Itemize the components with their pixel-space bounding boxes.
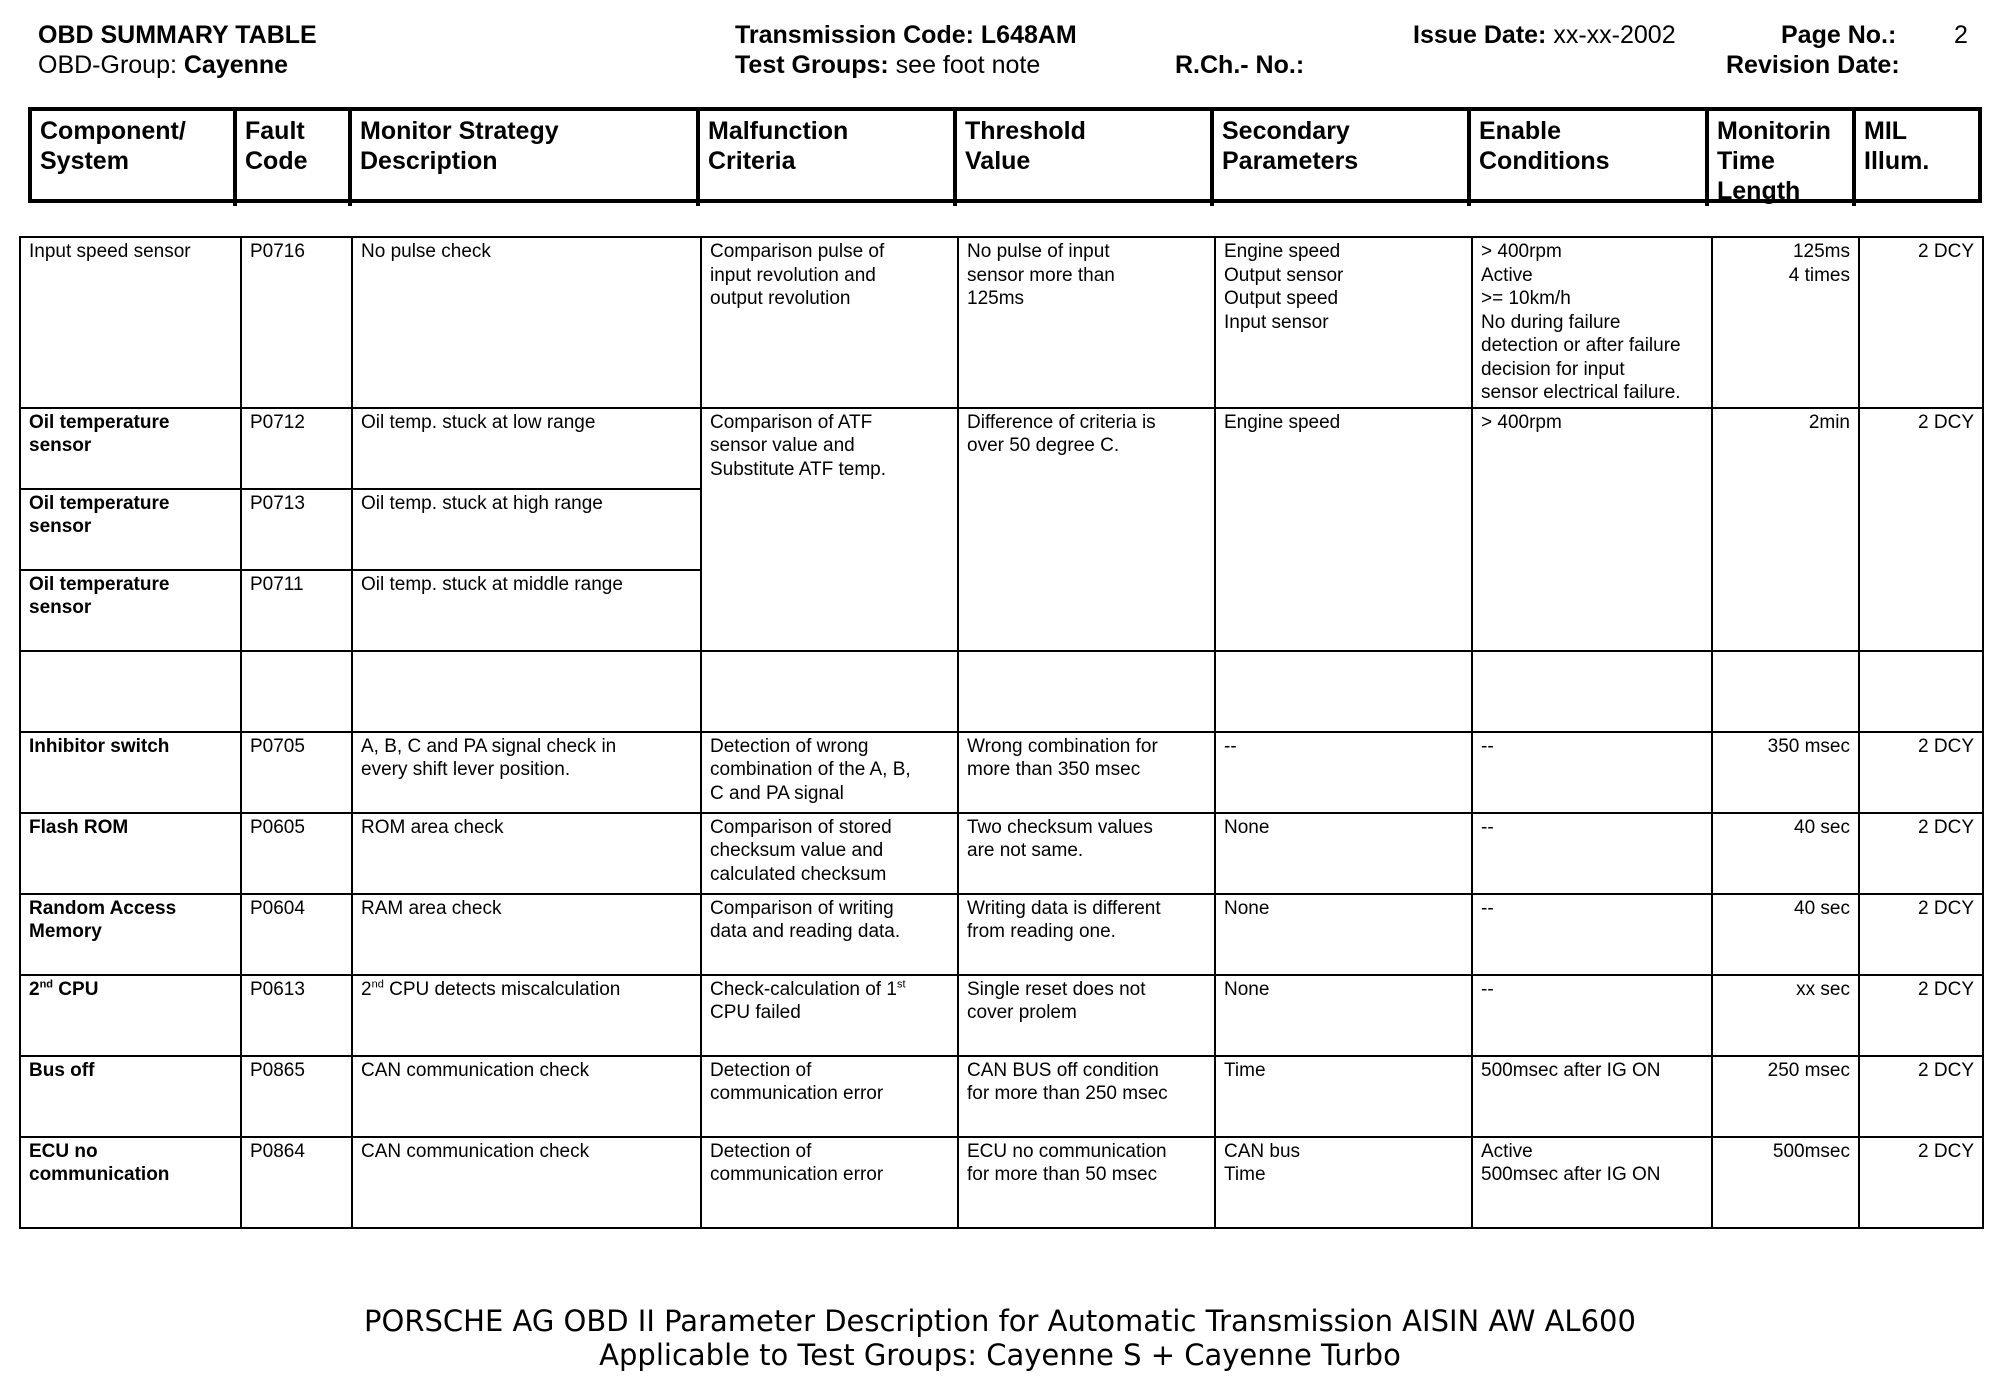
cell-component: Inhibitor switch	[20, 732, 241, 813]
col-header-fault-code: Fault Code	[237, 111, 352, 206]
cell-time: 350 msec	[1712, 732, 1859, 813]
obd-group-value: Cayenne	[183, 51, 289, 79]
cell-time: 125ms 4 times	[1712, 237, 1859, 408]
doc-title: OBD SUMMARY TABLE	[38, 21, 317, 49]
cell-time: 40 sec	[1712, 813, 1859, 894]
cell-strategy: CAN communication check	[352, 1137, 701, 1228]
cell-enable: 500msec after IG ON	[1472, 1056, 1712, 1137]
cell-threshold: CAN BUS off condition for more than 250 msec	[958, 1056, 1215, 1137]
cell-enable: --	[1472, 732, 1712, 813]
cell-mil: 2 DCY	[1859, 894, 1983, 975]
cell-mil: 2 DCY	[1859, 408, 1983, 651]
cell-strategy: ROM area check	[352, 813, 701, 894]
col-header-monitor-strategy: Monitor Strategy Description	[352, 111, 700, 206]
col-header-threshold: Threshold Value	[957, 111, 1214, 206]
table-row	[20, 813, 1983, 894]
cell-fault-code: P0712	[241, 408, 352, 489]
cell-fault-code: P0604	[241, 894, 352, 975]
cell-threshold: No pulse of input sensor more than 125ms	[958, 237, 1215, 408]
page-no-label: Page No.:	[1781, 21, 1897, 49]
cell-mil: 2 DCY	[1859, 237, 1983, 408]
cell-enable: > 400rpm	[1472, 408, 1712, 651]
cell-mil: 2 DCY	[1859, 813, 1983, 894]
cell-secondary: Engine speed	[1215, 408, 1472, 651]
cell-time: 2min	[1712, 408, 1859, 651]
table-row	[20, 894, 1983, 975]
table-row	[20, 732, 1983, 813]
col-header-mil: MIL Illum.	[1864, 117, 1930, 175]
cell-enable: --	[1472, 894, 1712, 975]
cell-enable: Active 500msec after IG ON	[1472, 1137, 1712, 1228]
issue-date-value: xx-xx-2002	[1553, 21, 1676, 49]
transmission-code	[735, 20, 1077, 50]
cell-secondary: CAN bus Time	[1215, 1137, 1472, 1228]
cell-strategy: A, B, C and PA signal check in every shift lever position.	[352, 732, 701, 813]
transmission-code-value: L648AM	[980, 21, 1077, 49]
cell-mil: 2 DCY	[1859, 732, 1983, 813]
cell-component: Oil temperature sensor	[20, 408, 241, 489]
cell-mil: 2 DCY	[1859, 1137, 1983, 1228]
page-no-value: 2	[1954, 21, 1968, 49]
issue-date	[1413, 20, 1676, 50]
table-row	[20, 408, 1983, 489]
cell-component: Flash ROM	[20, 813, 241, 894]
cell-strategy: Oil temp. stuck at low range	[352, 408, 701, 489]
cell-time: 250 msec	[1712, 1056, 1859, 1137]
obd-group	[38, 50, 288, 80]
cell-component: ECU no communication	[20, 1137, 241, 1228]
cell-secondary: None	[1215, 813, 1472, 894]
cell-criteria: Detection of communication error	[701, 1137, 958, 1228]
col-header-enable: Enable Conditions	[1471, 111, 1709, 206]
footer-line-1: PORSCHE AG OBD II Parameter Description for Automatic Transmission AISIN AW AL600	[364, 1304, 1636, 1338]
col-header-component: Component/ System	[32, 111, 237, 206]
revision-date: Revision Date:	[1726, 51, 1900, 79]
transmission-code-label: Transmission Code:	[735, 21, 981, 49]
cell-time: xx sec	[1712, 975, 1859, 1056]
col-header-malfunction-criteria: Malfunction Criteria	[700, 111, 957, 206]
cell-fault-code: P0613	[241, 975, 352, 1056]
cell-criteria: Comparison of stored checksum value and calculated checksum	[701, 813, 958, 894]
cell-strategy: 2nd CPU detects miscalculation	[352, 975, 701, 1056]
cell-enable: --	[1472, 813, 1712, 894]
footer-line-2: Applicable to Test Groups: Cayenne S + Cayenne Turbo	[599, 1338, 1401, 1372]
cell-criteria: Comparison of ATF sensor value and Substitute ATF temp.	[701, 408, 958, 651]
cell-secondary: Engine speed Output sensor Output speed Input sensor	[1215, 237, 1472, 408]
cell-secondary: None	[1215, 975, 1472, 1056]
cell-fault-code: P0716	[241, 237, 352, 408]
cell-secondary: None	[1215, 894, 1472, 975]
cell-strategy: Oil temp. stuck at middle range	[352, 570, 701, 651]
cell-threshold: Difference of criteria is over 50 degree C.	[958, 408, 1215, 651]
col-header-secondary: Secondary Parameters	[1214, 111, 1471, 206]
cell-secondary: Time	[1215, 1056, 1472, 1137]
test-groups	[735, 50, 1040, 80]
obd-summary-table	[19, 236, 1984, 1229]
cell-component: Input speed sensor	[20, 237, 241, 408]
cell-enable: > 400rpm Active >= 10km/h No during failure detection or after failure decision for input sensor electrical failure.	[1472, 237, 1712, 408]
cell-threshold: Single reset does not cover prolem	[958, 975, 1215, 1056]
cell-component: Random Access Memory	[20, 894, 241, 975]
table-row-empty	[20, 651, 1983, 732]
cell-criteria: Comparison pulse of input revolution and output revolution	[701, 237, 958, 408]
cell-fault-code: P0864	[241, 1137, 352, 1228]
cell-threshold: Wrong combination for more than 350 msec	[958, 732, 1215, 813]
cell-time: 40 sec	[1712, 894, 1859, 975]
cell-criteria: Detection of communication error	[701, 1056, 958, 1137]
cell-enable: --	[1472, 975, 1712, 1056]
test-groups-label: Test Groups:	[735, 51, 896, 79]
cell-strategy: RAM area check	[352, 894, 701, 975]
cell-strategy: CAN communication check	[352, 1056, 701, 1137]
cell-threshold: ECU no communication for more than 50 msec	[958, 1137, 1215, 1228]
cell-secondary: --	[1215, 732, 1472, 813]
obd-group-label: OBD-Group:	[38, 51, 184, 79]
cell-component: Oil temperature sensor	[20, 489, 241, 570]
test-groups-value: see foot note	[895, 51, 1041, 79]
cell-time: 500msec	[1712, 1137, 1859, 1228]
table-row	[20, 1056, 1983, 1137]
table-row	[20, 1137, 1983, 1228]
cell-criteria: Detection of wrong combination of the A, B, C and PA signal	[701, 732, 958, 813]
cell-fault-code: P0705	[241, 732, 352, 813]
cell-fault-code: P0605	[241, 813, 352, 894]
rch-no: R.Ch.- No.:	[1175, 51, 1305, 79]
table-row	[20, 237, 1983, 408]
cell-component: 2nd CPU	[20, 975, 241, 1056]
cell-fault-code: P0865	[241, 1056, 352, 1137]
cell-strategy: Oil temp. stuck at high range	[352, 489, 701, 570]
cell-mil: 2 DCY	[1859, 1056, 1983, 1137]
cell-component: Oil temperature sensor	[20, 570, 241, 651]
cell-fault-code: P0711	[241, 570, 352, 651]
cell-criteria: Comparison of writing data and reading data.	[701, 894, 958, 975]
column-header-table	[28, 107, 1982, 203]
cell-component: Bus off	[20, 1056, 241, 1137]
cell-criteria: Check-calculation of 1st CPU failed	[701, 975, 958, 1056]
cell-strategy: No pulse check	[352, 237, 701, 408]
cell-mil: 2 DCY	[1859, 975, 1983, 1056]
table-row	[20, 975, 1983, 1056]
issue-date-label: Issue Date:	[1413, 21, 1554, 49]
col-header-time: Monitorin Time Length	[1709, 111, 1856, 206]
cell-threshold: Writing data is different from reading one.	[958, 894, 1215, 975]
cell-fault-code: P0713	[241, 489, 352, 570]
cell-threshold: Two checksum values are not same.	[958, 813, 1215, 894]
